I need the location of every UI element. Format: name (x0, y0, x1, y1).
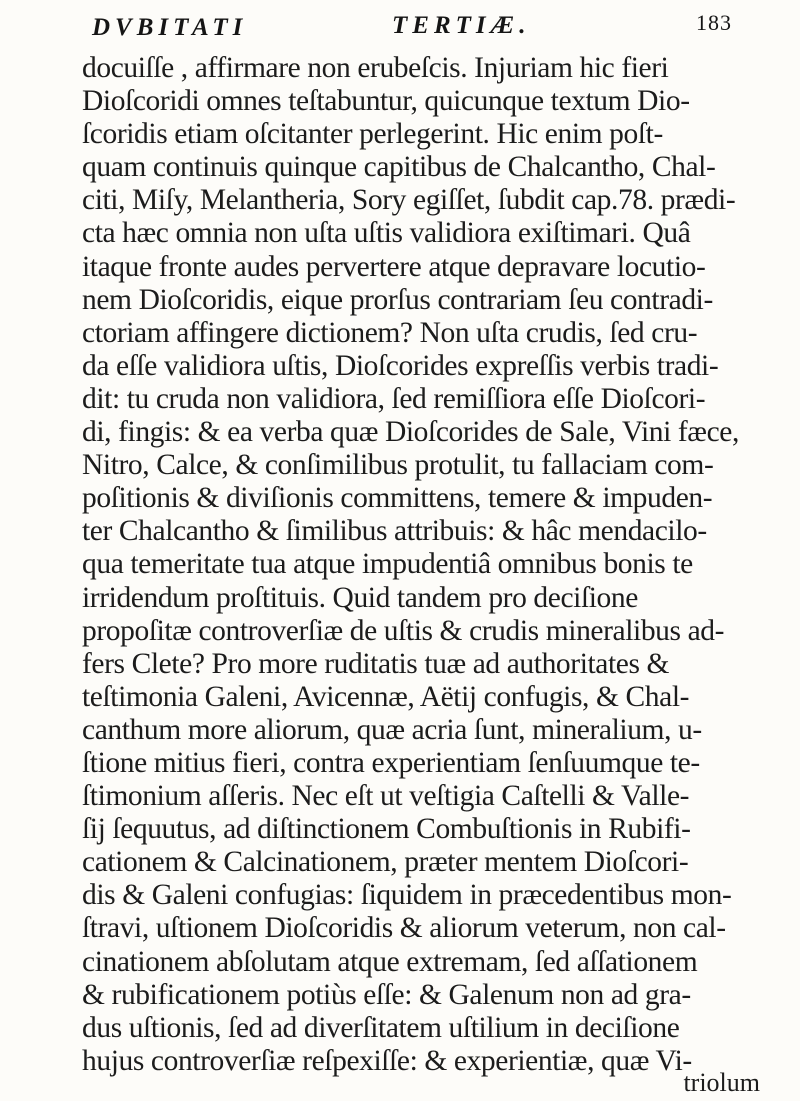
body-text (82, 52, 800, 1078)
text-line: citi, Miſy, Melantheria, Sory egiſſet, ſubdit cap.78. prædi- (82, 184, 736, 217)
text-line: qua temeritate tua atque impudentiâ omnibus bonis te (82, 548, 693, 581)
text-line: ſij ſequutus, ad diſtinctionem Combuſtionis in Rubifi- (82, 813, 691, 846)
text-line: ſtimonium aſſeris. Nec eſt ut veſtigia Caſtelli & Valle- (82, 780, 690, 813)
text-line: da eſſe validiora uſtis, Dioſcorides expreſſis verbis tradi- (82, 349, 719, 382)
text-line: dis & Galeni confugias: ſiquidem in præcedentibus mon- (82, 879, 732, 912)
text-line: di, fingis: & ea verba quæ Dioſcorides de Sale, Vini fæce, (82, 416, 739, 449)
page-number: 183 (696, 10, 732, 35)
text-line: & rubificationem potiùs eſſe: & Galenum non ad gra- (82, 978, 691, 1011)
text-line: dus uſtionis, ſed ad diverſitatem uſtilium in deciſione (82, 1011, 680, 1044)
text-line: cta hæc omnia non uſta uſtis validiora exiſtimari. Quâ (82, 217, 691, 250)
running-head-left: DVBITATI (92, 14, 248, 41)
text-line: ſtravi, uſtionem Dioſcoridis & aliorum veterum, non cal- (82, 912, 726, 945)
text-line: cinationem abſolutam atque extremam, ſed aſſationem (82, 945, 698, 978)
text-line: ſtione mitius fieri, contra experientiam ſenſuumque te- (82, 746, 700, 779)
text-line: docuiſſe , affirmare non erubeſcis. Injuriam hic fieri (82, 52, 669, 84)
text-line: dit: tu cruda non validiora, ſed remiſſiora eſſe Dioſcori- (82, 382, 706, 415)
catchword: triolum (683, 1068, 760, 1097)
text-line: teſtimonia Galeni, Avicennæ, Aëtij confugis, & Chal- (82, 680, 690, 713)
text-line: poſitionis & diviſionis committens, temere & impuden- (82, 482, 713, 515)
text-line: canthum more aliorum, quæ acria ſunt, mineralium, u- (82, 713, 702, 746)
text-line: ſcoridis etiam oſcitanter perlegerint. Hic enim poſt- (82, 118, 663, 151)
text-line: fers Clete? Pro more ruditatis tuæ ad authoritates & (82, 647, 670, 680)
running-head-right: TERTIÆ. (392, 12, 531, 39)
running-header (92, 6, 732, 46)
text-line: quam continuis quinque capitibus de Chalcantho, Chal- (82, 151, 716, 184)
text-line: Dioſcoridi omnes teſtabuntur, quicunque textum Dio- (82, 85, 690, 118)
text-line: Nitro, Calce, & conſimilibus protulit, tu fallaciam com- (82, 449, 714, 482)
text-line: ter Chalcantho & ſimilibus attribuis: & hâc mendacilo- (82, 515, 707, 548)
text-line: propoſitæ controverſiæ de uſtis & crudis mineralibus ad- (82, 614, 725, 647)
text-line: hujus controverſiæ reſpexiſſe: & experientiæ, quæ Vi- (82, 1044, 692, 1077)
text-line: irridendum proſtituis. Quid tandem pro deciſione (82, 581, 638, 614)
text-line: ctoriam affingere dictionem? Non uſta crudis, ſed cru- (82, 316, 698, 349)
text-line: cationem & Calcinationem, præter mentem Dioſcori- (82, 846, 689, 879)
text-line: nem Dioſcoridis, eique prorſus contrariam ſeu contradi- (82, 283, 713, 316)
text-line: itaque fronte audes pervertere atque depravare locutio- (82, 250, 706, 283)
